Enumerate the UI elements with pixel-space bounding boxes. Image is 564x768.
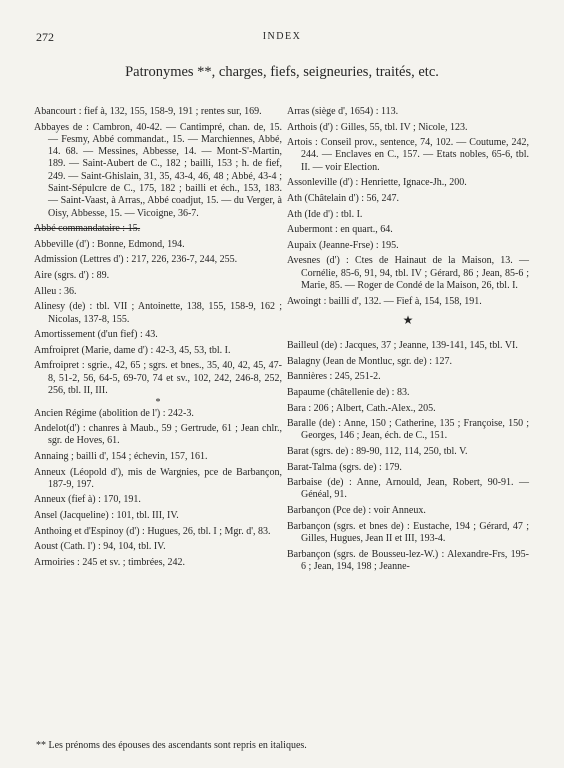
section-title: Patronymes **, charges, fiefs, seigneuries, traités, etc. bbox=[125, 64, 439, 80]
index-entry: Anneux (Léopold d'), mis de Wargnies, pce de Barbançon, 187-9, 197. bbox=[34, 466, 282, 490]
index-entry: Amortissement (d'un fief) : 43. bbox=[34, 329, 158, 341]
index-entry: Anthoing et d'Espinoy (d') : Hugues, 26, tbl. I ; Mgr. d', 83. bbox=[34, 525, 271, 537]
section-mark: ★ bbox=[402, 312, 414, 327]
index-entry: Admission (Lettres d') : 217, 226, 236-7, 244, 255. bbox=[34, 254, 238, 266]
index-entry: Bapaume (châtellenie de) : 83. bbox=[287, 386, 410, 398]
index-entry: Barat (sgrs. de) : 89-90, 112, 114, 250, tbl. V. bbox=[287, 445, 468, 457]
index-entry: Aire (sgrs. d') : 89. bbox=[34, 270, 110, 282]
index-entry: Arthois (d') : Gilles, 55, tbl. IV ; Nicole, 123. bbox=[287, 121, 468, 133]
index-entry: Bailleul (de) : Jacques, 37 ; Jeanne, 139-141, 145, tbl. VI. bbox=[287, 340, 518, 352]
index-entry: Armoiries : 245 et sv. ; timbrées, 242. bbox=[34, 556, 185, 568]
index-entry: Andelot(d') : chanres à Maub., 59 ; Gertrude, 61 ; Jean chlr., sgr. de Hoves, 61. bbox=[34, 423, 282, 447]
index-entry: Abbayes de : Cambron, 40-42. — Cantimpré, chan. de, 15. — Fesmy, Abbé commandat., 15. — Marchiennes, Abbé, 14. 68. — Messines, Abbesse, 14. — Mont-S'-Martin, 189. — Saint-Aubert de C., 182 ; bailli, 153 ; h. de fief, 249. — Saint-Ghislain, 31, 35, 43-4, 46, 48 ; Abbé, 43-4 ; Saint-Sépulcre de C., 175, 182 ; bailli et éch., 153, 183. — Saint-Vaast, à Arras,, Abbé coadjut, 15. — du Verger, à Oisy, Abbesse, 15. — Vicoigne, 36-7. bbox=[34, 121, 282, 219]
running-head: INDEX bbox=[262, 31, 302, 42]
index-entry: Aoust (Cath. l') : 94, 104, tbl. IV. bbox=[34, 541, 166, 553]
footnote: ** Les prénoms des épouses des ascendants sont repris en italiques. bbox=[36, 740, 307, 751]
index-entry: Ath (Ide d') : tbl. I. bbox=[287, 208, 363, 220]
index-entry: Amfroipret (Marie, dame d') : 42-3, 45, 53, tbl. I. bbox=[34, 344, 231, 356]
index-entry: Anneux (fief à) : 170, 191. bbox=[34, 494, 141, 506]
index-entry: Abbé commandataire : 15. bbox=[34, 223, 141, 235]
index-entry: Baralle (de) : Anne, 150 ; Catherine, 135 ; Françoise, 150 ; Georges, 146 ; Jean, éch. de C., 151. bbox=[287, 418, 529, 442]
section-mark: * bbox=[155, 396, 161, 408]
index-entry: Artois : Conseil prov., sentence, 74, 102. — Coutume, 242, 244. — Enclaves en C., 157. — Etats nobles, 65-6, tbl. II. — voir Election. bbox=[287, 137, 529, 173]
index-entry: Barbançon (Pce de) : voir Anneux. bbox=[287, 505, 426, 517]
right-column bbox=[287, 106, 529, 576]
index-entry: Awoingt : bailli d', 132. — Fief à, 154, 158, 191. bbox=[287, 295, 482, 307]
index-entry: Bannières : 245, 251-2. bbox=[287, 371, 381, 383]
index-entry: Aubermont : en quart., 64. bbox=[287, 224, 393, 236]
index-entry: Abbeville (d') : Bonne, Edmond, 194. bbox=[34, 238, 185, 250]
index-entry: Annaing ; bailli d', 154 ; échevin, 157, 161. bbox=[34, 450, 208, 462]
index-entry: Alleu : 36. bbox=[34, 285, 77, 297]
index-entry: Barbançon (sgrs. de Bousseu-lez-W.) : Alexandre-Frs, 195-6 ; Jean, 194, 198 ; Jeanne- bbox=[287, 548, 529, 572]
index-entry: Arras (siège d', 1654) : 113. bbox=[287, 106, 399, 117]
index-entry: Assonleville (d') : Henriette, Ignace-Jh., 200. bbox=[287, 177, 467, 189]
index-entry: Avesnes (d') : Ctes de Hainaut de la Maison, 13. — Cornélie, 85-6, 91, 94, tbl. IV ; Gérard, 86 ; Jean, 85-6 ; Marie, 85. — Roger de Condé de la Maison, 26, tbl. I. bbox=[287, 255, 529, 291]
index-entry: Abancourt : fief à, 132, 155, 158-9, 191 ; rentes sur, 169. bbox=[34, 106, 262, 117]
index-entry: Barbaise (de) : Anne, Arnould, Jean, Robert, 90-91. — Généal, 91. bbox=[287, 477, 529, 501]
index-entry: Amfroipret : sgrie., 42, 65 ; sgrs. et bnes., 35, 40, 42, 45, 47-8, 51-2, 56, 64-5, 69-70, 74 et sv., 102, 242, 246-8, 252, 256, tbl. II, III. bbox=[34, 360, 282, 396]
left-column bbox=[34, 106, 282, 572]
index-entry: Aupaix (Jeanne-Frse) : 195. bbox=[287, 239, 399, 251]
index-entry: Barat-Talma (sgrs. de) : 179. bbox=[287, 461, 402, 473]
page-number: 272 bbox=[36, 30, 54, 44]
index-entry: Bara : 206 ; Albert, Cath.-Alex., 205. bbox=[287, 402, 436, 414]
index-entry: Ansel (Jacqueline) : 101, tbl. III, IV. bbox=[34, 510, 179, 522]
index-entry: Barbançon (sgrs. et bnes de) : Eustache, 194 ; Gérard, 47 ; Gilles, Hugues, Jean II et III, 193-4. bbox=[287, 520, 529, 544]
index-entry: Alinesy (de) : tbl. VII ; Antoinette, 138, 155, 158-9, 162 ; Nicolas, 137-8, 155. bbox=[34, 301, 282, 325]
index-entry: Balagny (Jean de Montluc, sgr. de) : 127. bbox=[287, 355, 452, 367]
index-entry: Ath (Châtelain d') : 56, 247. bbox=[287, 192, 400, 204]
index-entry: Ancien Régime (abolition de l') : 242-3. bbox=[34, 407, 194, 419]
